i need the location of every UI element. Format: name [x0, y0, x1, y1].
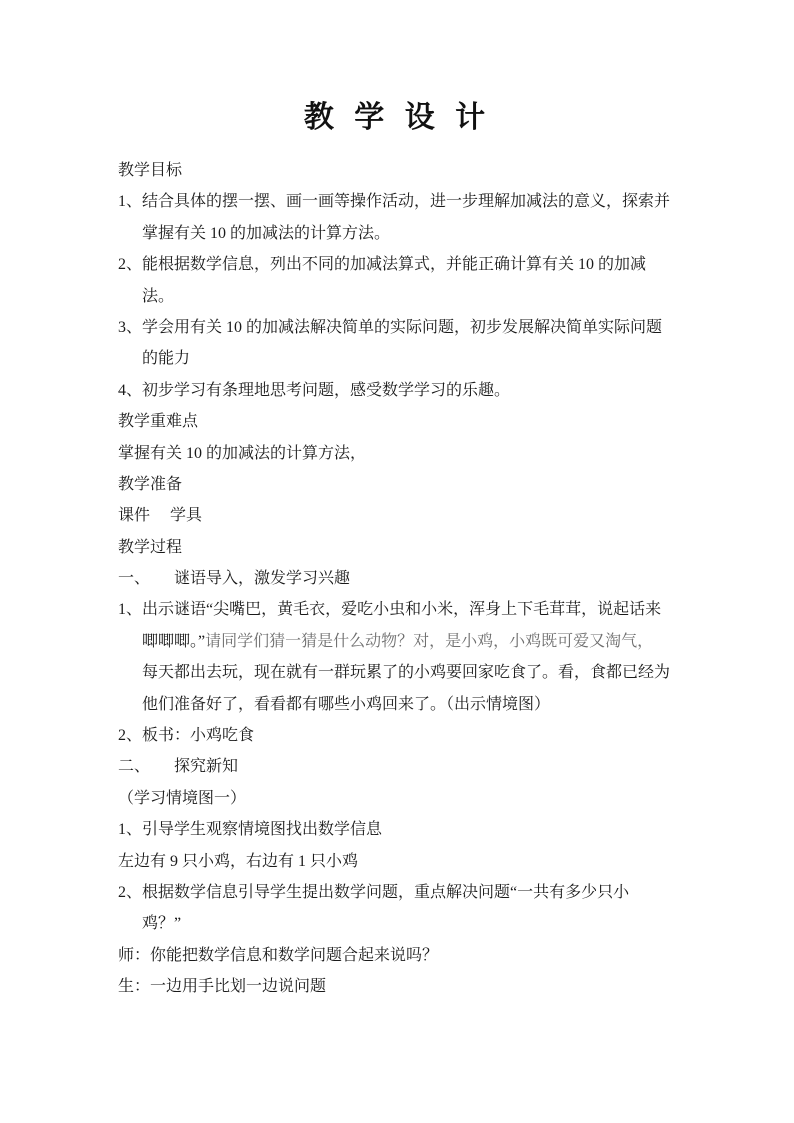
text-segment: 教学重难点 [118, 413, 199, 431]
text-segment: 4、初步学习有条理地思考问题，感受数学学习的乐趣。 [118, 381, 511, 399]
text-line [118, 877, 688, 908]
text-segment: （学习情境图一） [118, 789, 247, 807]
text-segment: 的能力 [142, 350, 191, 368]
text-segment: 一、 谜语导入，激发学习兴趣 [118, 570, 351, 588]
text-line [118, 783, 688, 814]
text-line [118, 626, 688, 657]
text-segment: 请同学们猜一猜是什么动物？对，是小鸡，小鸡既可爱又淘气， [205, 632, 654, 650]
text-line [118, 186, 688, 217]
text-line [118, 438, 688, 469]
text-line [118, 281, 688, 312]
text-segment: 1、出示谜语“尖嘴巴，黄毛衣，爱吃小虫和小米，浑身上下毛茸茸，说起话来 [118, 601, 662, 619]
text-segment: 掌握有关 10 的加减法的计算方法， [118, 444, 367, 462]
text-segment: 1、结合具体的摆一摆、画一画等操作活动，进一步理解加减法的意义，探索并 [118, 193, 671, 211]
text-segment: 二、 探究新知 [118, 758, 239, 776]
text-segment: 师：你能把数学信息和数学问题合起来说吗？ [118, 946, 439, 964]
text-line [118, 406, 688, 437]
text-line [118, 249, 688, 280]
text-line [118, 908, 688, 939]
text-line [118, 971, 688, 1002]
text-line [118, 689, 688, 720]
text-line [118, 312, 688, 343]
text-line [118, 814, 688, 845]
text-line [118, 343, 688, 374]
text-segment: 左边有 9 只小鸡，右边有 1 只小鸡 [118, 852, 359, 870]
text-line [118, 594, 688, 625]
text-line [118, 375, 688, 406]
text-segment: 2、板书：小鸡吃食 [118, 727, 255, 745]
text-segment: 教学过程 [118, 538, 183, 556]
text-segment: 2、根据数学信息引导学生提出数学问题，重点解决问题“一共有多少只小 [118, 883, 630, 901]
text-segment: 教学准备 [118, 475, 183, 493]
text-segment: 2、能根据数学信息，列出不同的加减法算式，并能正确计算有关 10 的加减 [118, 256, 647, 274]
text-line [118, 469, 688, 500]
text-line [118, 532, 688, 563]
text-segment: 掌握有关 10 的加减法的计算方法。 [142, 224, 391, 242]
text-segment: 每天都出去玩，现在就有一群玩累了的小鸡要回家吃食了。看，食都已经为 [142, 664, 671, 682]
document-body [118, 155, 688, 1003]
text-line [118, 563, 688, 594]
text-segment: 3、学会用有关 10 的加减法解决简单的实际问题，初步发展解决简单实际问题 [118, 318, 663, 336]
text-segment: 法。 [142, 287, 175, 305]
text-segment: 教学目标 [118, 162, 183, 179]
text-segment: 1、引导学生观察情境图找出数学信息 [118, 821, 383, 839]
text-segment: 唧唧唧。” [142, 632, 206, 650]
text-line [118, 751, 688, 782]
text-segment: 课件 学具 [118, 507, 203, 525]
text-segment: 生：一边用手比划一边说问题 [118, 978, 327, 996]
text-line [118, 155, 688, 186]
text-line [118, 500, 688, 531]
text-segment: 鸡？” [142, 915, 182, 933]
text-line [118, 720, 688, 751]
text-line [118, 218, 688, 249]
document-title: 教 学 设 计 [303, 100, 491, 135]
text-line [118, 657, 688, 688]
text-line [118, 940, 688, 971]
text-segment: 他们准备好了，看看都有哪些小鸡回来了。（出示情境图） [142, 695, 551, 713]
text-line [118, 846, 688, 877]
